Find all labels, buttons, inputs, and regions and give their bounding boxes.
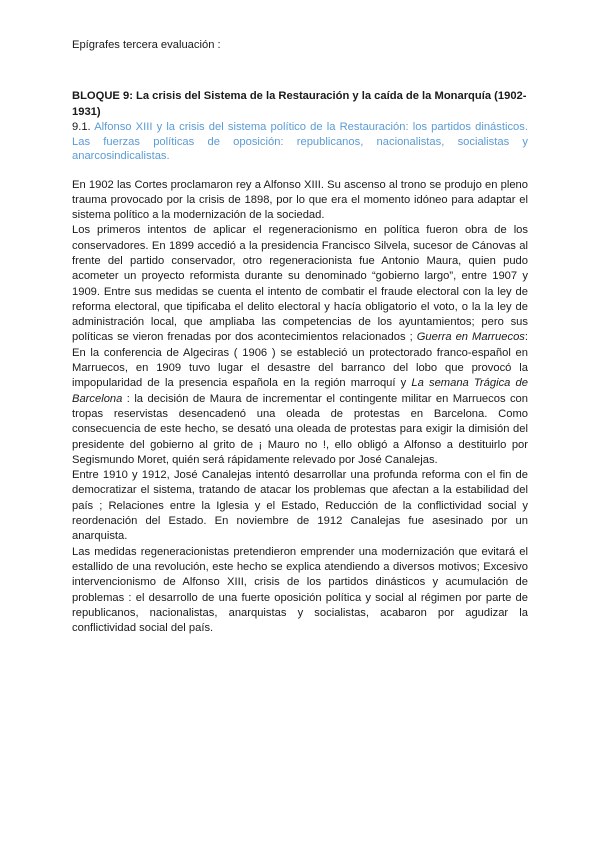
page-header: Epígrafes tercera evaluación : (72, 39, 221, 51)
paragraph-1: En 1902 las Cortes proclamaron rey a Alfonso XIII. Su ascenso al trono se produjo en pleno trauma provocado por la crisis de 1898, por lo que era el momento idóneo para adaptar el sistema político a la modernización de la sociedad. (72, 178, 528, 222)
paragraph-2-part-a: Los primeros intentos de aplicar el regeneracionismo en política fueron obra de los conservadores. En 1899 accedió a la presidencia Francisco Silvela, sucesor de Cánovas al frente del partido conservador, otro regeneracionista fue Antonio Maura, quien pudo acometer un proyecto reformista durante su denominado “gobierno largo”, entre 1907 y 1909. Entre sus medidas se cuenta el intento de combatir el fraude electoral con la ley de reforma electoral, que tipificaba el delito electoral y hacía obligatorio el voto, o la la ley de administración local, que ampliaba las competencias de los ayuntamientos; pero sus políticas se vieron frenadas por dos acontecimientos relacionados ; (72, 224, 528, 344)
paragraph-4: Las medidas regeneracionistas pretendieron emprender una modernización que evitará el estallido de una revolución, este hecho se explica atendiendo a diversos motivos; Excesivo intervencionismo de Alfonso XIII, crisis de los partidos dinásticos y acumulación de problemas : el desarrollo de una fuerte oposición política y social al régimen por parte de republicanos, nacionalistas, anarquistas y socialistas, acabaron por agudizar la conflictividad social del país. (72, 545, 528, 635)
subsection (72, 120, 528, 164)
italic-semana-tragica: La semana Trágica de Barcelona (72, 377, 528, 405)
bloque-title: BLOQUE 9: La crisis del Sistema de la Restauración y la caída de la Monarquía (1902-1931) (72, 90, 527, 118)
paragraph-2 (72, 223, 528, 468)
paragraph-2-part-b: : En la conferencia de Algeciras ( 1906 ) se estableció un protectorado franco-español en Marruecos, en 1909 tuvo lugar el desastre del barranco del lobo que provocó la impopularidad de la presencia española en la región marroquí y (72, 331, 528, 390)
paragraph-2-part-c: : la decisión de Maura de incrementar el contingente militar en Marruecos con tropas reservistas desencadenó una oleada de protestas en Barcelona. Como consecuencia de este hecho, se desató una oleada de protestas para exigir la dimisión del presidente del gobierno al grito de ¡ Mauro no !, ello obligó a Alfonso a destituirlo por Segismundo Moret, quién será rápidamente relevado por José Canalejas. (72, 392, 528, 466)
paragraph-3: Entre 1910 y 1912, José Canalejas intentó desarrollar una profunda reforma con el fin de democratizar el sistema, tratando de atacar los problemas que afectan a la estabilidad del país ; Relaciones entre la Iglesia y el Estado, Reducción de la conflictividad social y reordenación del Estado. En noviembre de 1912 Canalejas fue asesinado por un anarquista. (72, 469, 528, 543)
subsection-title: Alfonso XIII y la crisis del sistema político de la Restauración: los partidos dinásticos. Las fuerzas políticas de oposición: republicanos, nacionalistas, socialistas y anarcosindicalistas. (72, 121, 528, 162)
body-text (72, 178, 528, 637)
subsection-number: 9.1. (72, 121, 91, 133)
italic-guerra-marruecos: Guerra en Marruecos (416, 331, 525, 344)
